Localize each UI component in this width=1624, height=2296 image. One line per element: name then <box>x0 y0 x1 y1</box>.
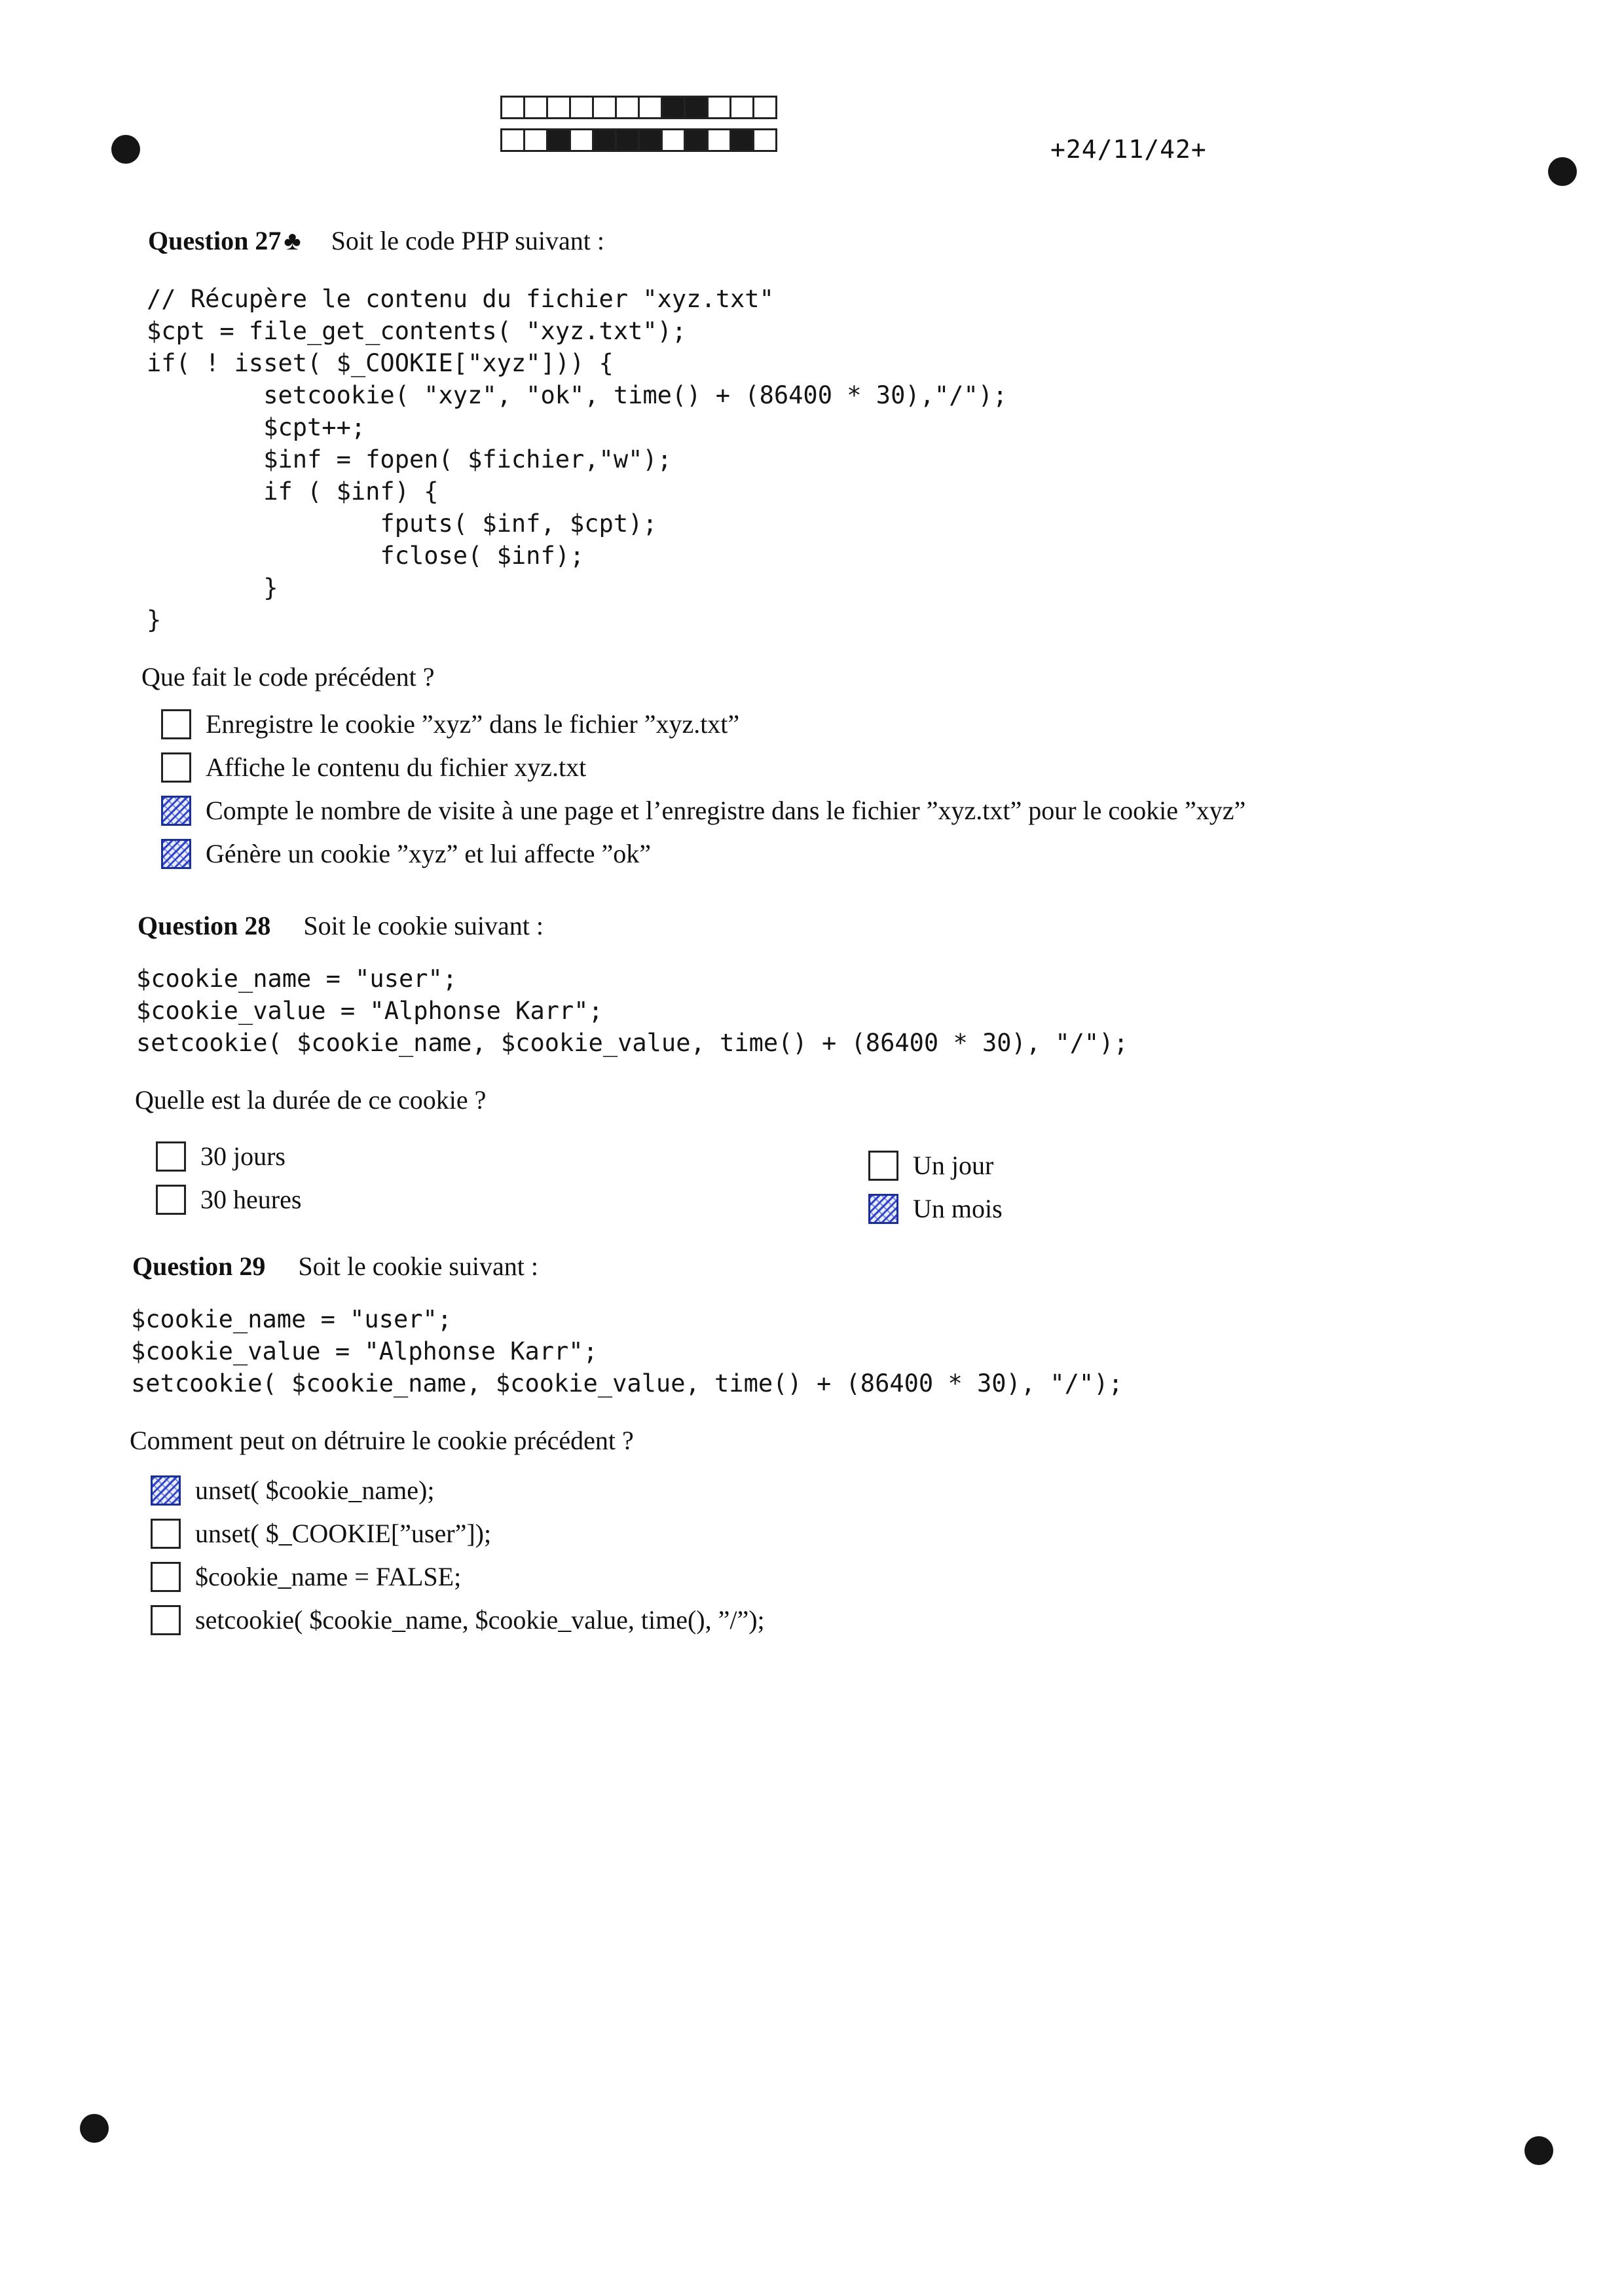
question-title: Soit le code PHP suivant : <box>331 226 605 255</box>
code-line: $cpt++; <box>147 413 366 441</box>
question-29-prompt: Comment peut on détruire le cookie précédent ? <box>130 1426 634 1455</box>
question-28-code <box>136 963 1128 1059</box>
checked-checkbox[interactable] <box>151 1475 181 1506</box>
question-number: Question 28 <box>138 911 271 940</box>
barcode-cell <box>661 96 686 119</box>
checkbox[interactable] <box>868 1151 898 1181</box>
answer-option[interactable] <box>868 1193 1003 1224</box>
barcode-cell <box>729 128 754 152</box>
answer-option[interactable] <box>151 1561 461 1592</box>
barcode-cell <box>592 96 617 119</box>
sheet-barcode-row-1 <box>500 96 775 119</box>
question-28-header <box>138 910 544 941</box>
checkbox[interactable] <box>161 752 191 783</box>
answer-option[interactable] <box>151 1518 491 1549</box>
barcode-cell <box>752 96 777 119</box>
code-line: } <box>147 574 278 602</box>
code-line: } <box>147 606 162 634</box>
sheet-barcode-row-2 <box>500 128 775 152</box>
barcode-cell <box>500 128 525 152</box>
code-line: $cookie_value = "Alphonse Karr"; <box>131 1337 598 1365</box>
barcode-cell <box>684 128 709 152</box>
club-icon: ♣ <box>284 226 301 255</box>
question-28-prompt: Quelle est la durée de ce cookie ? <box>135 1085 487 1115</box>
registration-mark-top-right <box>1548 157 1577 186</box>
checkbox[interactable] <box>151 1605 181 1635</box>
answer-option[interactable] <box>151 1475 434 1506</box>
code-line: setcookie( "xyz", "ok", time() + (86400 * 30),"/"); <box>147 381 1008 409</box>
question-number: Question 27 <box>148 226 282 255</box>
code-line: if( ! isset( $_COOKIE["xyz"])) { <box>147 349 614 377</box>
code-line: $cookie_name = "user"; <box>131 1305 452 1333</box>
checked-checkbox[interactable] <box>868 1194 898 1224</box>
barcode-cell <box>638 128 663 152</box>
question-title: Soit le cookie suivant : <box>298 1251 538 1281</box>
checkbox[interactable] <box>156 1185 186 1215</box>
barcode-cell <box>615 96 640 119</box>
answer-label: Compte le nombre de visite à une page et l’enregistre dans le fichier ”xyz.txt” pour le cookie ”xyz” <box>206 796 1246 825</box>
barcode-cell <box>546 96 571 119</box>
barcode-cell <box>638 96 663 119</box>
answer-option[interactable] <box>156 1141 286 1172</box>
answer-option[interactable] <box>156 1184 301 1215</box>
code-line: if ( $inf) { <box>147 477 439 506</box>
barcode-cell <box>684 96 709 119</box>
checkbox[interactable] <box>151 1519 181 1549</box>
answer-label: 30 jours <box>200 1141 286 1171</box>
answer-label: Un mois <box>913 1194 1003 1223</box>
answer-label: $cookie_name = FALSE; <box>195 1562 462 1591</box>
barcode-cell <box>661 128 686 152</box>
code-line: $inf = fopen( $fichier,"w"); <box>147 445 672 473</box>
question-29-code <box>131 1303 1123 1399</box>
code-line: $cookie_value = "Alphonse Karr"; <box>136 997 603 1025</box>
registration-mark-bottom-left <box>80 2114 109 2143</box>
checkbox[interactable] <box>156 1141 186 1172</box>
answer-option[interactable] <box>161 752 586 783</box>
barcode-cell <box>546 128 571 152</box>
code-line: $cpt = file_get_contents( "xyz.txt"); <box>147 317 687 345</box>
barcode-cell <box>569 96 594 119</box>
question-27-code <box>147 283 1007 636</box>
barcode-cell <box>729 96 754 119</box>
answer-label: 30 heures <box>200 1185 302 1214</box>
code-line: $cookie_name = "user"; <box>136 965 458 993</box>
barcode-cell <box>523 96 548 119</box>
answer-label: unset( $cookie_name); <box>195 1475 435 1505</box>
code-line: // Récupère le contenu du fichier "xyz.txt" <box>147 285 774 313</box>
checkbox[interactable] <box>151 1562 181 1592</box>
barcode-cell <box>615 128 640 152</box>
code-line: setcookie( $cookie_name, $cookie_value, time() + (86400 * 30), "/"); <box>131 1369 1123 1398</box>
registration-mark-bottom-right <box>1524 2136 1553 2165</box>
question-number: Question 29 <box>132 1251 266 1281</box>
answer-label: Enregistre le cookie ”xyz” dans le fichier ”xyz.txt” <box>206 709 740 739</box>
answer-label: Affiche le contenu du fichier xyz.txt <box>206 752 587 782</box>
barcode-cell <box>569 128 594 152</box>
question-title: Soit le cookie suivant : <box>303 911 544 940</box>
question-27-header <box>148 225 604 256</box>
barcode-cell <box>752 128 777 152</box>
answer-option[interactable] <box>161 795 1246 826</box>
code-line: fputs( $inf, $cpt); <box>147 509 657 538</box>
sheet-code: +24/11/42+ <box>1050 135 1207 164</box>
question-27-prompt: Que fait le code précédent ? <box>141 662 435 692</box>
answer-option[interactable] <box>161 709 739 739</box>
checked-checkbox[interactable] <box>161 796 191 826</box>
code-line: fclose( $inf); <box>147 542 585 570</box>
checkbox[interactable] <box>161 709 191 739</box>
barcode-cell <box>523 128 548 152</box>
question-29-header <box>132 1251 538 1282</box>
answer-label: setcookie( $cookie_name, $cookie_value, time(), ”/”); <box>195 1605 765 1635</box>
registration-mark-top-left <box>111 135 140 164</box>
barcode-cell <box>707 96 731 119</box>
answer-option[interactable] <box>161 838 651 869</box>
answer-label: Génère un cookie ”xyz” et lui affecte ”ok” <box>206 839 651 868</box>
code-line: setcookie( $cookie_name, $cookie_value, time() + (86400 * 30), "/"); <box>136 1029 1128 1057</box>
checked-checkbox[interactable] <box>161 839 191 869</box>
barcode-cell <box>592 128 617 152</box>
answer-label: Un jour <box>913 1151 994 1180</box>
answer-option[interactable] <box>151 1604 765 1635</box>
answer-option[interactable] <box>868 1150 993 1181</box>
answer-label: unset( $_COOKIE[”user”]); <box>195 1519 492 1548</box>
barcode-cell <box>707 128 731 152</box>
barcode-cell <box>500 96 525 119</box>
